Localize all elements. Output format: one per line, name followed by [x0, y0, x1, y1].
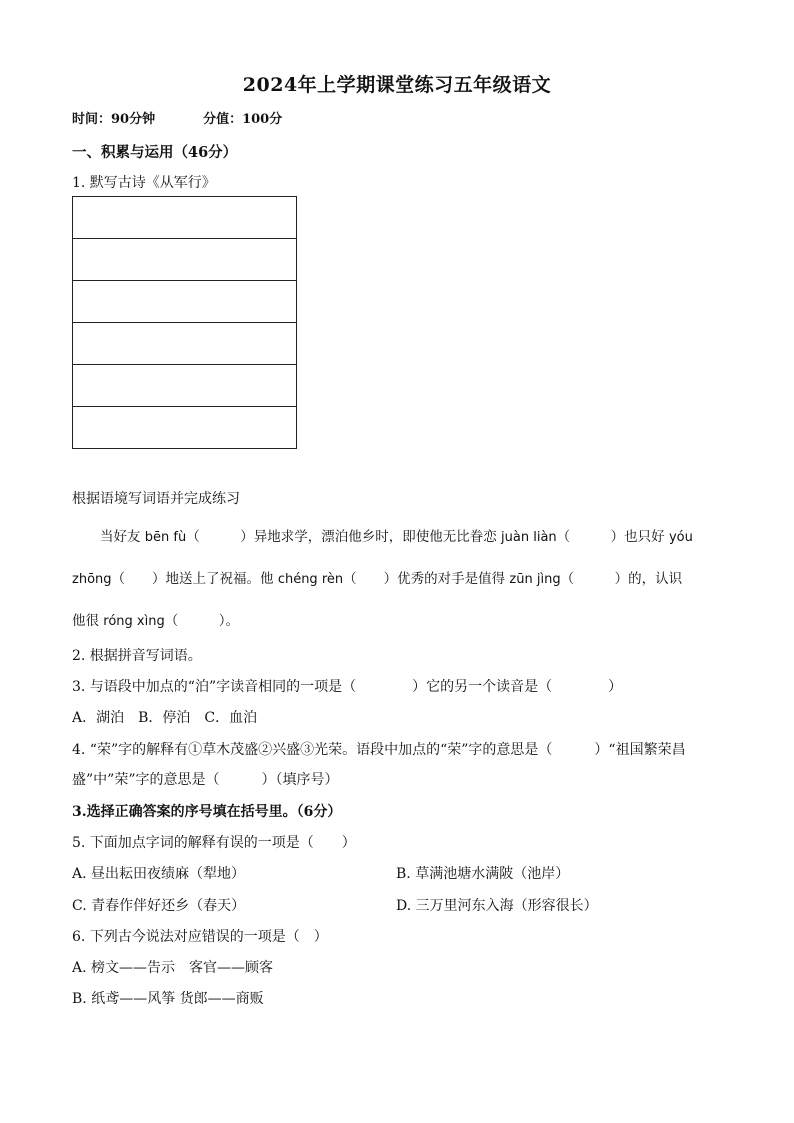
- passage-text: （ ）也只好: [556, 529, 669, 545]
- question-5-option-b: B. 草满池塘水满陂（池岸）: [396, 866, 570, 882]
- question-5: 5. 下面加点字词的解释有误的一项是（ ）: [72, 835, 356, 851]
- question-1: 1. 默写古诗《从军行》: [72, 175, 216, 191]
- section-heading-3: 3.选择正确答案的序号填在括号里。（6分）: [72, 804, 342, 820]
- question-5-option-d: D. 三万里河东入海（形容很长）: [396, 898, 598, 914]
- pinyin-rongxing: róng xìng: [103, 614, 165, 629]
- passage-text: （ ）。: [164, 613, 239, 629]
- question-5-option-a: A. 昼出耘田夜绩麻（犁地）: [72, 866, 246, 882]
- passage-text: （ ）异地求学，漂泊他乡时，即使他无比眷恋: [186, 529, 502, 545]
- pinyin-chengren: chéng rèn: [277, 572, 344, 587]
- passage-text: （ ）的，认识: [560, 571, 683, 587]
- pinyin-juanlian: juàn liàn: [501, 530, 557, 545]
- poem-line-row[interactable]: [73, 281, 296, 323]
- poem-line-row[interactable]: [73, 197, 296, 239]
- question-4-line-1: 4. “荣”字的解释有①草木茂盛②兴盛③光荣。语段中加点的“荣”字的意思是（ ）“祖国繁荣昌: [72, 742, 686, 758]
- poem-line-row[interactable]: [73, 239, 296, 281]
- passage-text: （ ）优秀的对手是值得: [343, 571, 510, 587]
- passage-line-2: [72, 567, 722, 587]
- poem-line-row[interactable]: [73, 365, 296, 407]
- question-6: 6. 下列古今说法对应错误的一项是（ ）: [72, 929, 328, 945]
- score-label: 分值：100分: [203, 112, 283, 127]
- passage-line-1: [72, 525, 750, 545]
- passage-line-3: [72, 609, 722, 629]
- question-3: 3. 与语段中加点的“泊”字读音相同的一项是（ ）它的另一个读音是（ ）: [72, 679, 623, 695]
- pinyin-zunjing: zūn jìng: [509, 572, 561, 587]
- question-5-option-c: C. 青春作伴好还乡（春天）: [72, 898, 246, 914]
- exam-meta: [72, 108, 282, 127]
- section-heading-1: 一、积累与运用（46分）: [72, 144, 238, 161]
- context-heading: 根据语境写词语并完成练习: [72, 491, 240, 507]
- question-2: 2. 根据拼音写词语。: [72, 648, 202, 664]
- pinyin-you: yóu: [668, 530, 693, 545]
- question-6-option-b: B. 纸鸢——风筝 货郎——商贩: [72, 991, 264, 1007]
- passage-text: 他很: [72, 613, 104, 629]
- question-4-line-2: 盛”中”荣”字的意思是（ ）（填序号）: [72, 772, 339, 788]
- pinyin-zhong: zhōng: [72, 572, 112, 587]
- question-3-options: A．湖泊 B．停泊 C．血泊: [72, 710, 258, 726]
- poem-line-row[interactable]: [73, 323, 296, 365]
- time-label: 时间：90分钟: [72, 112, 156, 127]
- poem-writing-grid[interactable]: [72, 196, 297, 449]
- question-6-option-a: A. 榜文——告示 客官——顾客: [72, 960, 274, 976]
- poem-line-row[interactable]: [73, 407, 296, 449]
- pinyin-benfu: bēn fù: [144, 530, 187, 545]
- passage-text: 当好友: [100, 529, 145, 545]
- page-title: 2024年上学期课堂练习五年级语文: [242, 74, 552, 96]
- passage-text: （ ）地送上了祝福。他: [111, 571, 278, 587]
